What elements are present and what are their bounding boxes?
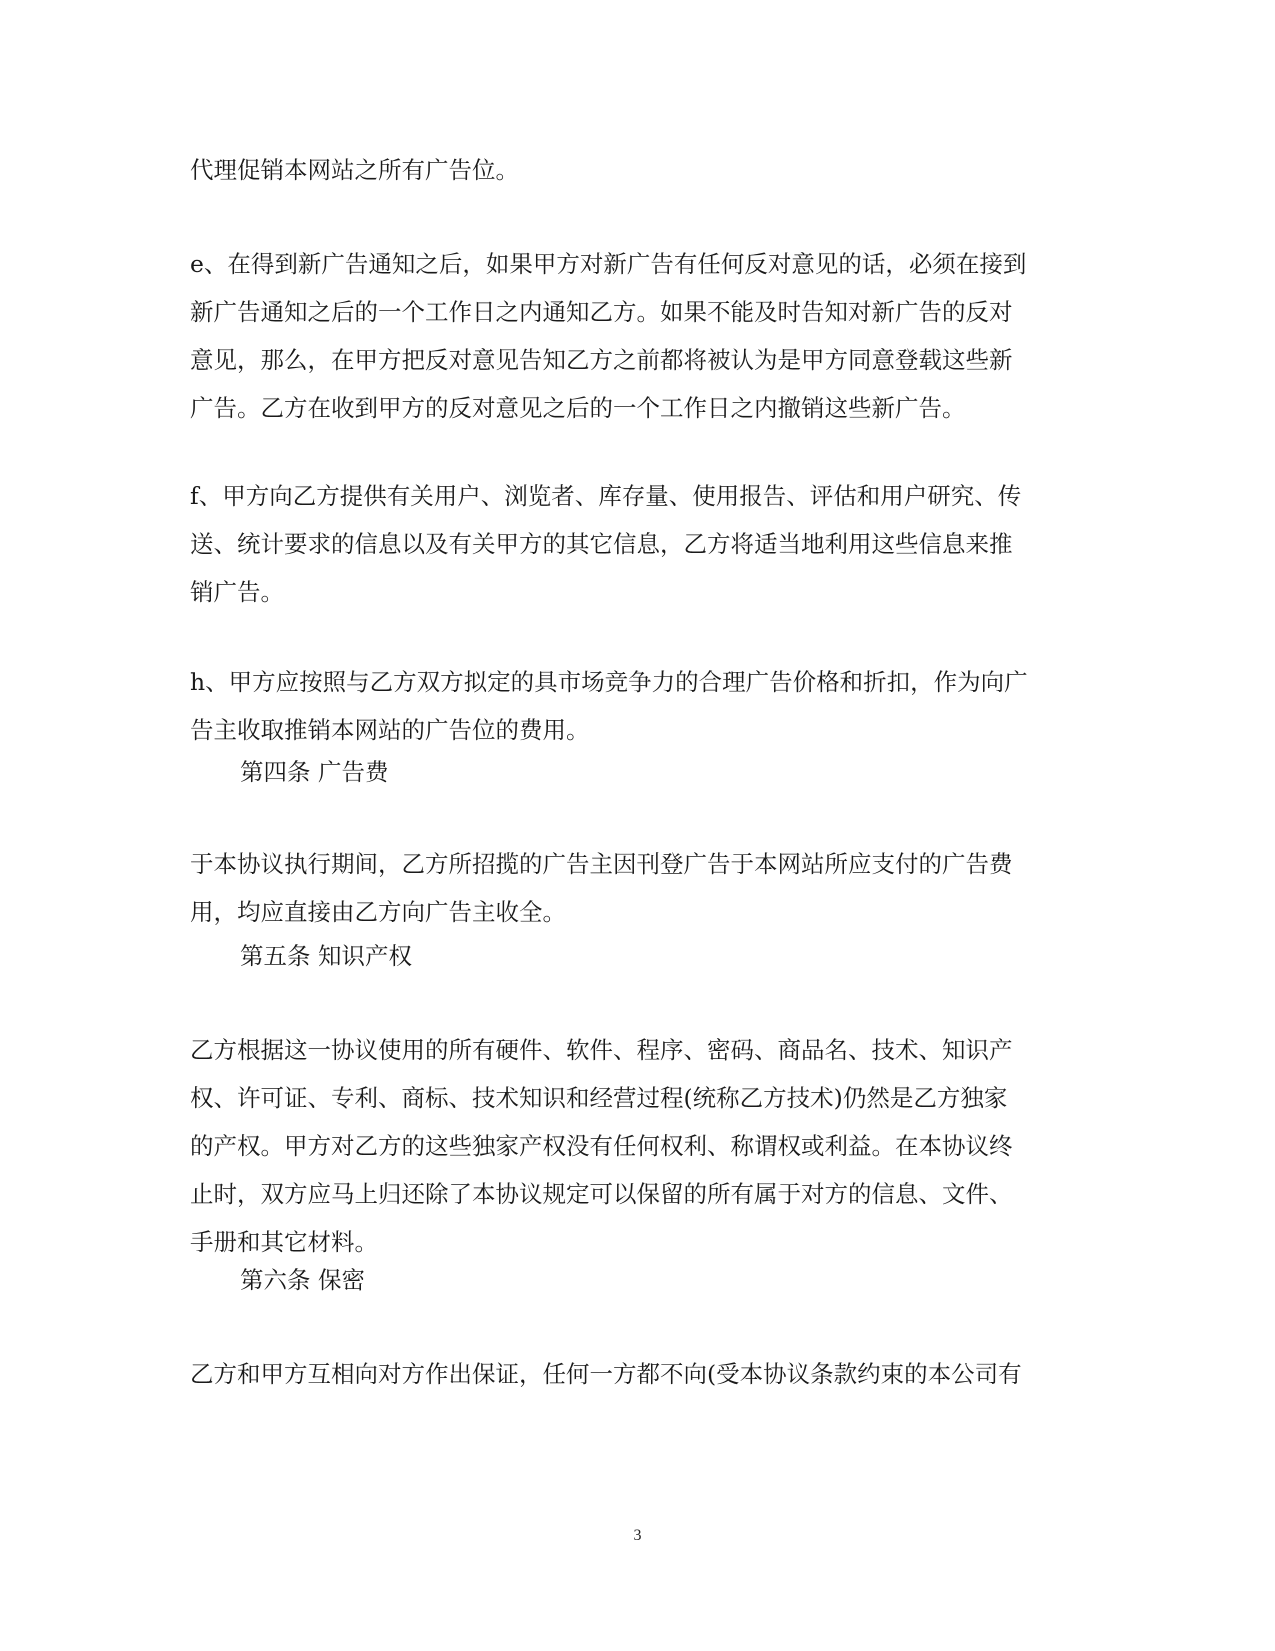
paragraph-h [190, 658, 1085, 754]
text-line: 的产权。甲方对乙方的这些独家产权没有任何权利、称谓权或利益。在本协议终 [190, 1132, 1013, 1160]
text-line: 销广告。 [190, 578, 284, 606]
text-line: 用，均应直接由乙方向广告主收全。 [190, 898, 566, 926]
text-line: 权、许可证、专利、商标、技术知识和经营过程(统称乙方技术)仍然是乙方独家 [190, 1084, 1008, 1112]
paragraph-continuation [190, 146, 1085, 194]
heading-article-4: 第四条 广告费 [240, 758, 389, 786]
text-line: 广告。乙方在收到甲方的反对意见之后的一个工作日之内撤销这些新广告。 [190, 394, 966, 422]
text-line: 代理促销本网站之所有广告位。 [190, 156, 519, 184]
text-line: 告主收取推销本网站的广告位的费用。 [190, 716, 590, 744]
text-line: 新广告通知之后的一个工作日之内通知乙方。如果不能及时告知对新广告的反对 [190, 298, 1013, 326]
text-line: e、在得到新广告通知之后，如果甲方对新广告有任何反对意见的话，必须在接到 [190, 250, 1027, 278]
heading-article-6: 第六条 保密 [240, 1266, 365, 1294]
text-line: 乙方根据这一协议使用的所有硬件、软件、程序、密码、商品名、技术、知识产 [190, 1036, 1013, 1064]
text-line: f、甲方向乙方提供有关用户、浏览者、库存量、使用报告、评估和用户研究、传 [190, 482, 1022, 510]
text-line: 送、统计要求的信息以及有关甲方的其它信息，乙方将适当地利用这些信息来推 [190, 530, 1013, 558]
paragraph-f [190, 472, 1085, 616]
text-line: h、甲方应按照与乙方双方拟定的具市场竞争力的合理广告价格和折扣，作为向广 [190, 668, 1028, 696]
text-line: 于本协议执行期间，乙方所招揽的广告主因刊登广告于本网站所应支付的广告费 [190, 850, 1013, 878]
text-line: 乙方和甲方互相向对方作出保证，任何一方都不向(受本协议条款约束的本公司有 [190, 1360, 1022, 1388]
text-line: 止时，双方应马上归还除了本协议规定可以保留的所有属于对方的信息、文件、 [190, 1180, 1013, 1208]
paragraph-e [190, 240, 1085, 432]
text-line: 手册和其它材料。 [190, 1228, 378, 1256]
paragraph-intellectual-property [190, 1026, 1085, 1266]
heading-article-5: 第五条 知识产权 [240, 942, 412, 970]
text-line: 意见，那么，在甲方把反对意见告知乙方之前都将被认为是甲方同意登载这些新 [190, 346, 1013, 374]
page-number: 3 [633, 1527, 642, 1544]
paragraph-confidentiality [190, 1350, 1085, 1398]
paragraph-ad-fee [190, 840, 1085, 936]
